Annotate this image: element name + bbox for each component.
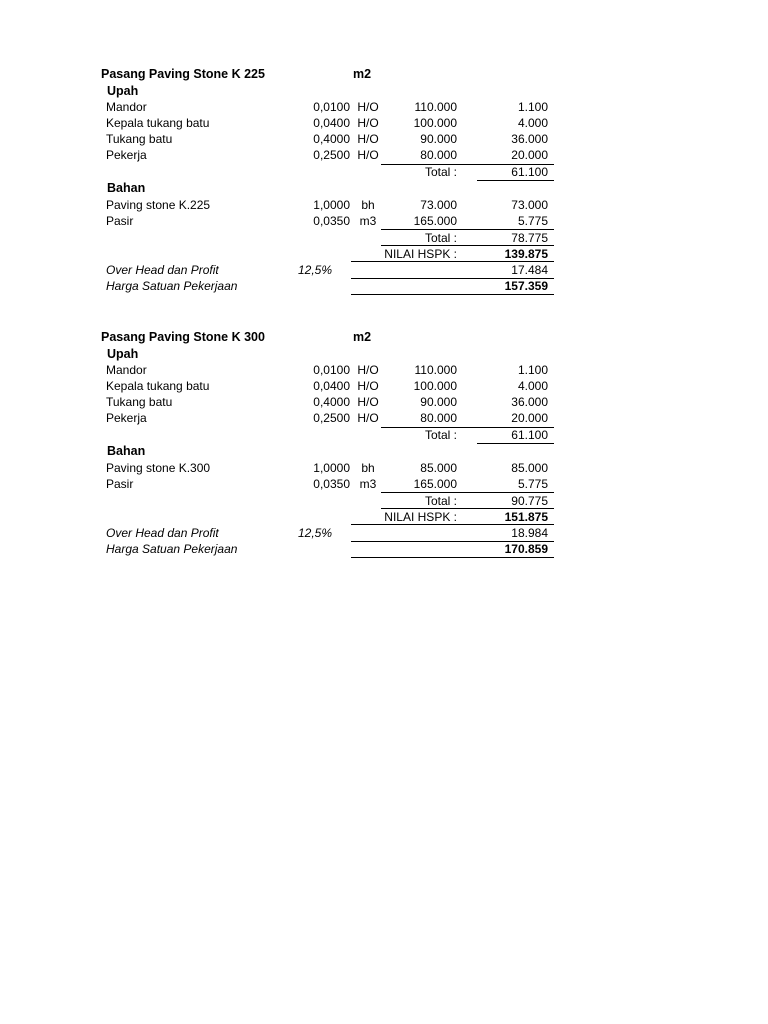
total-label: Total : bbox=[424, 231, 457, 245]
item-amount: 85.000 bbox=[511, 461, 548, 475]
overhead-pct: 12,5% bbox=[298, 263, 333, 277]
item-name: Kepala tukang batu bbox=[106, 116, 210, 130]
item-amount: 5.775 bbox=[517, 214, 548, 228]
block-title: Pasang Paving Stone K 300 bbox=[101, 330, 265, 344]
bahan-total-row bbox=[0, 230, 768, 246]
item-coef: 0,0350 bbox=[313, 477, 350, 491]
overhead-label: Over Head dan Profit bbox=[106, 526, 219, 540]
table-row bbox=[0, 99, 768, 115]
block-unit: m2 bbox=[353, 330, 372, 344]
harga-label: Harga Satuan Pekerjaan bbox=[106, 542, 238, 556]
harga-value: 157.359 bbox=[504, 279, 548, 293]
item-price: 110.000 bbox=[414, 363, 457, 377]
item-coef: 0,4000 bbox=[313, 395, 350, 409]
table-row bbox=[0, 394, 768, 410]
divider bbox=[351, 557, 554, 558]
hspk-value: 151.875 bbox=[504, 510, 548, 524]
hspk-row bbox=[0, 509, 768, 525]
table-row bbox=[0, 197, 768, 213]
item-name: Tukang batu bbox=[106, 132, 173, 146]
item-price: 73.000 bbox=[420, 198, 457, 212]
table-row bbox=[0, 476, 768, 492]
total-label: Total : bbox=[424, 428, 457, 442]
table-row bbox=[0, 147, 768, 163]
item-price: 80.000 bbox=[420, 411, 457, 425]
block-header bbox=[0, 66, 768, 82]
item-unit: H/O bbox=[357, 132, 379, 146]
item-unit: m3 bbox=[359, 477, 377, 491]
table-row bbox=[0, 131, 768, 147]
upah-heading: Upah bbox=[107, 347, 139, 361]
table-row bbox=[0, 213, 768, 229]
item-price: 100.000 bbox=[413, 379, 457, 393]
total-value: 61.100 bbox=[511, 165, 548, 179]
block-title: Pasang Paving Stone K 225 bbox=[101, 67, 265, 81]
item-amount: 4.000 bbox=[517, 379, 548, 393]
overhead-row bbox=[0, 525, 768, 541]
item-amount: 20.000 bbox=[511, 411, 548, 425]
hspk-label: NILAI HSPK : bbox=[384, 510, 457, 524]
bahan-heading: Bahan bbox=[107, 444, 146, 458]
item-price: 165.000 bbox=[413, 477, 457, 491]
hspk-value: 139.875 bbox=[504, 247, 548, 261]
item-coef: 0,2500 bbox=[313, 411, 350, 425]
item-unit: m3 bbox=[359, 214, 377, 228]
item-amount: 73.000 bbox=[511, 198, 548, 212]
upah-total-row bbox=[0, 427, 768, 443]
item-amount: 1.100 bbox=[517, 100, 548, 114]
item-coef: 0,0400 bbox=[313, 379, 350, 393]
overhead-value: 18.984 bbox=[511, 526, 548, 540]
overhead-label: Over Head dan Profit bbox=[106, 263, 219, 277]
item-amount: 36.000 bbox=[511, 132, 548, 146]
item-amount: 4.000 bbox=[517, 116, 548, 130]
overhead-value: 17.484 bbox=[511, 263, 548, 277]
item-price: 100.000 bbox=[413, 116, 457, 130]
table-row bbox=[0, 115, 768, 131]
total-value: 90.775 bbox=[511, 494, 548, 508]
table-row bbox=[0, 362, 768, 378]
item-coef: 0,0400 bbox=[313, 116, 350, 130]
harga-label: Harga Satuan Pekerjaan bbox=[106, 279, 238, 293]
item-price: 90.000 bbox=[420, 132, 457, 146]
item-coef: 0,0100 bbox=[313, 363, 350, 377]
analysis-block-k300 bbox=[0, 263, 768, 556]
table-row bbox=[0, 378, 768, 394]
item-unit: H/O bbox=[357, 411, 379, 425]
item-amount: 36.000 bbox=[511, 395, 548, 409]
item-price: 90.000 bbox=[420, 395, 457, 409]
item-price: 80.000 bbox=[420, 148, 457, 162]
hspk-row bbox=[0, 246, 768, 262]
hspk-label: NILAI HSPK : bbox=[384, 247, 457, 261]
item-unit: H/O bbox=[357, 395, 379, 409]
block-header bbox=[0, 329, 768, 345]
upah-total-row bbox=[0, 164, 768, 180]
item-coef: 0,0100 bbox=[313, 100, 350, 114]
harga-row bbox=[0, 541, 768, 557]
analysis-block-k225 bbox=[0, 0, 768, 293]
bahan-total-row bbox=[0, 493, 768, 509]
block-unit: m2 bbox=[353, 67, 372, 81]
total-label: Total : bbox=[424, 494, 457, 508]
item-name: Pekerja bbox=[106, 148, 147, 162]
item-unit: H/O bbox=[357, 148, 379, 162]
item-coef: 1,0000 bbox=[313, 461, 350, 475]
item-name: Pasir bbox=[106, 214, 134, 228]
item-name: Mandor bbox=[106, 363, 147, 377]
item-name: Pekerja bbox=[106, 411, 147, 425]
item-unit: bh bbox=[361, 198, 375, 212]
item-coef: 0,2500 bbox=[313, 148, 350, 162]
item-name: Mandor bbox=[106, 100, 147, 114]
bahan-heading: Bahan bbox=[107, 181, 146, 195]
upah-heading: Upah bbox=[107, 84, 139, 98]
item-price: 110.000 bbox=[414, 100, 457, 114]
item-name: Paving stone K.225 bbox=[106, 198, 211, 212]
item-name: Paving stone K.300 bbox=[106, 461, 211, 475]
item-coef: 0,4000 bbox=[313, 132, 350, 146]
table-row bbox=[0, 410, 768, 426]
total-label: Total : bbox=[424, 165, 457, 179]
item-unit: H/O bbox=[357, 363, 379, 377]
item-coef: 1,0000 bbox=[313, 198, 350, 212]
item-unit: H/O bbox=[357, 379, 379, 393]
item-name: Kepala tukang batu bbox=[106, 379, 210, 393]
item-name: Tukang batu bbox=[106, 395, 173, 409]
total-value: 61.100 bbox=[511, 428, 548, 442]
item-coef: 0,0350 bbox=[313, 214, 350, 228]
item-price: 165.000 bbox=[413, 214, 457, 228]
item-amount: 20.000 bbox=[511, 148, 548, 162]
table-row bbox=[0, 460, 768, 476]
item-unit: H/O bbox=[357, 116, 379, 130]
overhead-pct: 12,5% bbox=[298, 526, 333, 540]
harga-value: 170.859 bbox=[504, 542, 548, 556]
item-unit: bh bbox=[361, 461, 375, 475]
item-amount: 5.775 bbox=[517, 477, 548, 491]
item-amount: 1.100 bbox=[517, 363, 548, 377]
total-value: 78.775 bbox=[511, 231, 548, 245]
item-unit: H/O bbox=[357, 100, 379, 114]
item-name: Pasir bbox=[106, 477, 134, 491]
item-price: 85.000 bbox=[420, 461, 457, 475]
